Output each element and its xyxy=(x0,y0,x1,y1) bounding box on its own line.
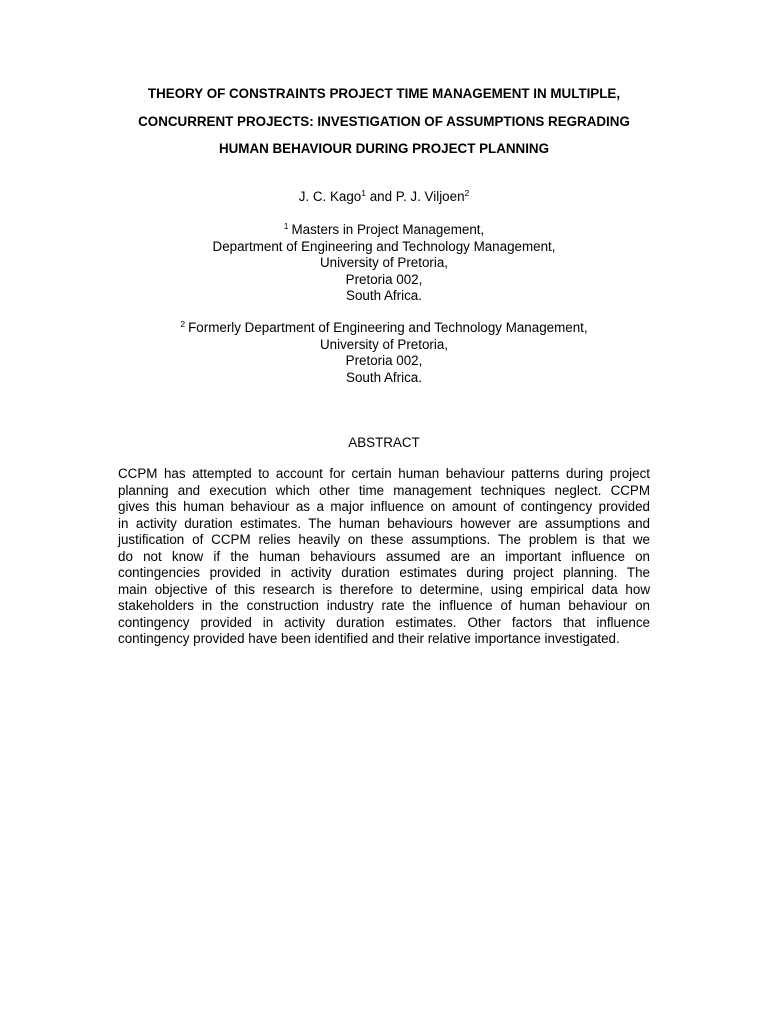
abstract-line: main objective of this research is therefore to determine, using empirical data how xyxy=(118,581,650,597)
affiliation-line: South Africa. xyxy=(346,369,422,385)
abstract-body xyxy=(118,466,650,648)
affiliation-text: Masters in Project Management, xyxy=(291,222,485,237)
abstract-line: contingency provided have been identified and their relative importance investigated. xyxy=(118,631,620,646)
abstract-line: contingency provided in activity duration estimates. Other factors that influence xyxy=(118,614,650,630)
author-name: J. C. Kago xyxy=(298,189,362,204)
title-line: CONCURRENT PROJECTS: INVESTIGATION OF ASSUMPTIONS REGRADING xyxy=(138,113,630,129)
abstract-line: gives this human behaviour as a major influence on amount of contingency provided xyxy=(118,499,650,514)
author-list xyxy=(0,188,768,205)
title-line: HUMAN BEHAVIOUR DURING PROJECT PLANNING xyxy=(218,141,550,156)
affiliation-text: Formerly Department of Engineering and Technology Management, xyxy=(188,320,588,335)
abstract-line: justification of CCPM relies heavily on these assumptions. The problem is that we xyxy=(118,532,650,547)
affiliation-line: University of Pretoria, xyxy=(320,255,448,271)
affiliation-line: Pretoria 002, xyxy=(345,271,423,287)
affiliation-line: South Africa. xyxy=(346,288,422,304)
affiliation-line: Pretoria 002, xyxy=(345,353,423,369)
affiliation-line xyxy=(0,320,768,337)
affiliation-line: Department of Engineering and Technology Management, xyxy=(212,238,556,254)
affiliation-mark: 2 xyxy=(180,319,186,329)
author-name: P. J. Viljoen xyxy=(395,189,465,204)
paper-title xyxy=(90,80,678,163)
affiliation-line: University of Pretoria, xyxy=(320,336,448,352)
affiliation-mark: 2 xyxy=(464,188,470,198)
affiliation-block xyxy=(0,222,768,305)
abstract-line: in activity duration estimates. The human behaviours however are assumptions and xyxy=(118,515,650,531)
abstract-heading: ABSTRACT xyxy=(348,435,420,450)
title-line: THEORY OF CONSTRAINTS PROJECT TIME MANAGEMENT IN MULTIPLE, xyxy=(147,86,621,101)
author-connector: and xyxy=(365,189,396,204)
affiliation-mark: 1 xyxy=(283,221,289,231)
abstract-line: stakeholders in the construction industry rate the influence of human behaviour on xyxy=(118,598,650,613)
abstract-line: contingencies provided in activity duration estimates during project planning. The xyxy=(118,565,650,580)
affiliation-block xyxy=(0,320,768,386)
abstract-line: planning and execution which other time management techniques neglect. CCPM xyxy=(118,482,650,498)
abstract-line: CCPM has attempted to account for certain human behaviour patterns during project xyxy=(118,466,650,481)
affiliation-mark: 1 xyxy=(361,188,366,198)
affiliation-line xyxy=(0,222,768,239)
abstract-line: do not know if the human behaviours assumed are an important influence on xyxy=(118,548,650,564)
